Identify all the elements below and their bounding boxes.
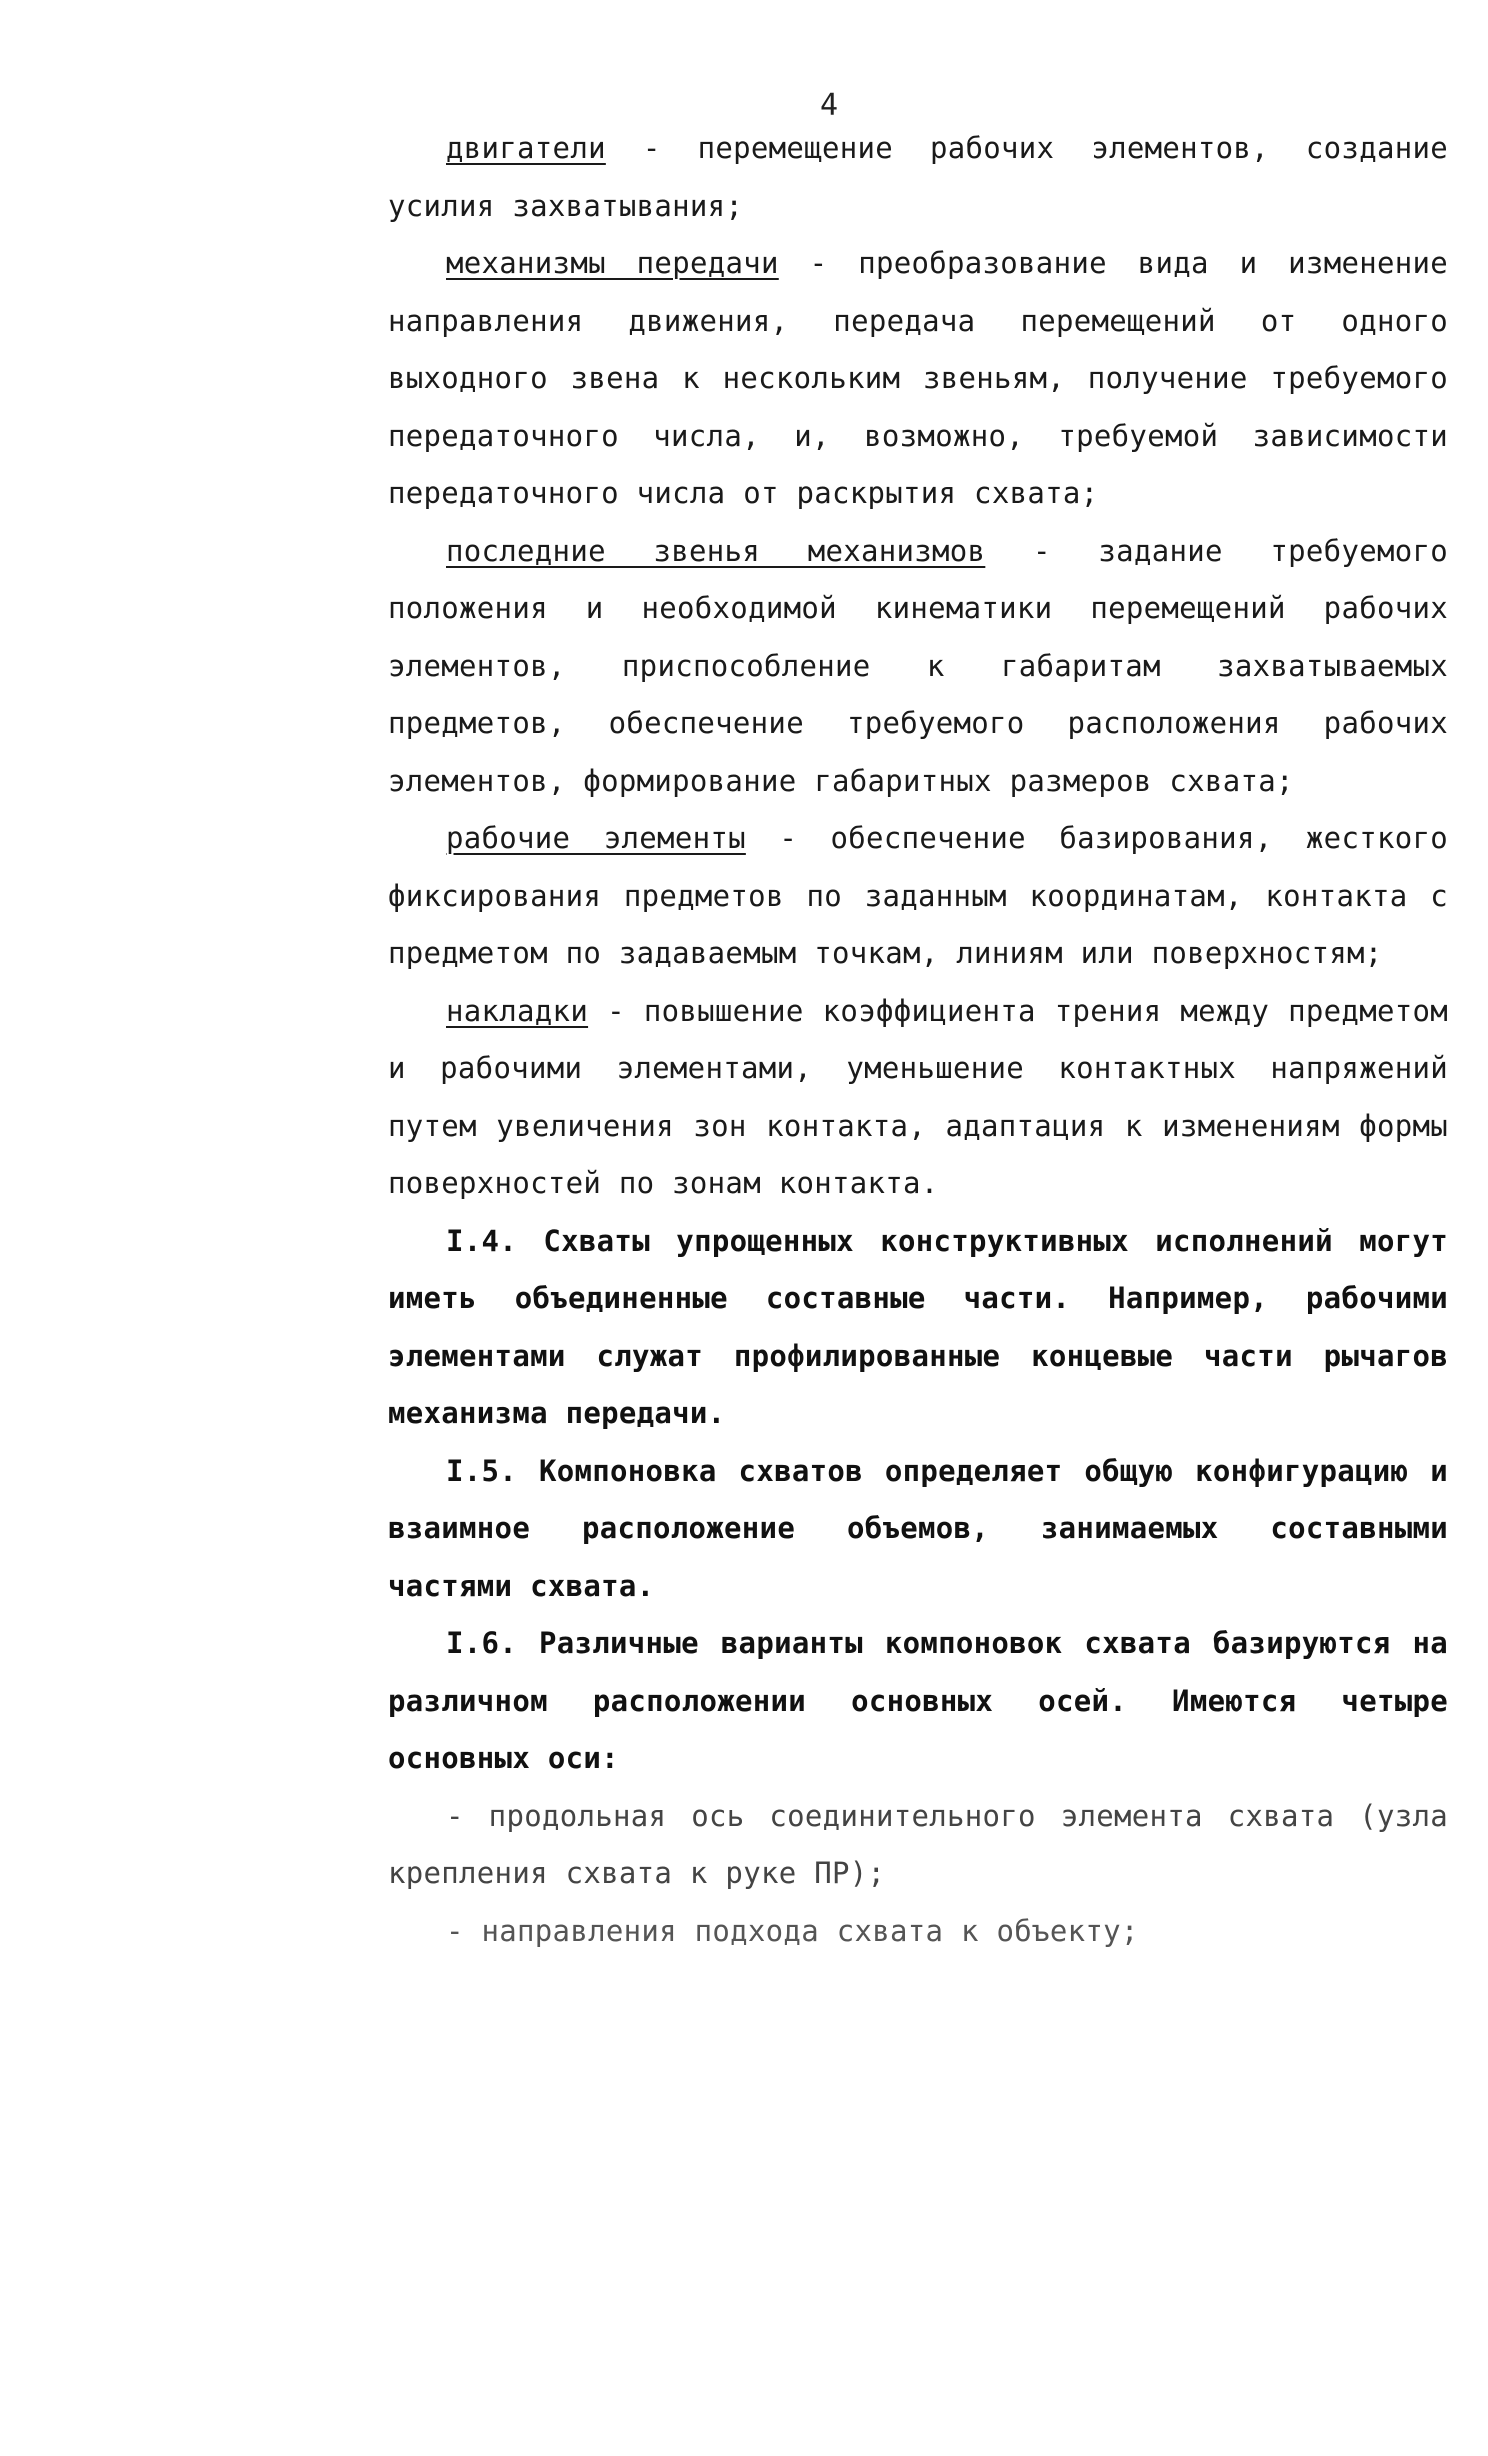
term-motors: двигатели bbox=[446, 131, 606, 165]
paragraph-text: - преобразование вида и изменение направления движения, передача перемещений от одного выходного звена к нескольким звеньям, получение требуемого передаточного числа, и, возможно, требуемой зависимости передаточного числа от раскрытия схвата; bbox=[388, 246, 1449, 510]
term-last-links: последние звенья механизмов bbox=[446, 533, 986, 568]
paragraph-transmission bbox=[388, 235, 1448, 523]
document-body bbox=[388, 120, 1448, 1960]
paragraph-last-links bbox=[388, 523, 1448, 811]
term-working-elements: рабочие элементы bbox=[446, 821, 746, 855]
section-1-6: I.6. Различные варианты компоновок схвата базируются на различном расположении основных осей. Имеются четыре основных оси: bbox=[388, 1626, 1448, 1775]
paragraph-text: - задание требуемого положения и необходимой кинематики перемещений рабочих элементов, приспособление к габаритам захватываемых предметов, обеспечение требуемого расположения рабочих элементов, формирование габаритных размеров схвата; bbox=[388, 533, 1448, 798]
paragraph-pads bbox=[388, 983, 1448, 1213]
paragraph-text: - повышение коэффициента трения между предметом и рабочими элементами, уменьшение контактных напряжений путем увеличения зон контакта, адаптация к изменениям формы поверхностей по зонам контакта. bbox=[388, 993, 1448, 1200]
term-transmission: механизмы передачи bbox=[446, 246, 779, 280]
paragraph-text: - перемещение рабочих элементов, создание усилия захватывания; bbox=[388, 131, 1448, 223]
section-1-5: I.5. Компоновка схватов определяет общую конфигурацию и взаимное расположение объемов, занимаемых составными частями схвата. bbox=[388, 1453, 1448, 1603]
axis-item-approach: - направления подхода схвата к объекту; bbox=[446, 1913, 1139, 1948]
term-pads: накладки bbox=[446, 993, 589, 1028]
paragraph-working-elements bbox=[388, 810, 1448, 983]
paragraph-text: - обеспечение базирования, жесткого фиксирования предметов по заданным координатам, контакта с предметом по задаваемым точкам, линиям или поверхностям; bbox=[388, 821, 1448, 970]
paragraph-motors bbox=[388, 120, 1448, 235]
axis-item-longitudinal: - продольная ось соединительного элемента схвата (узла крепления схвата к руке ПР); bbox=[388, 1798, 1448, 1890]
page-number: 4 bbox=[820, 88, 839, 123]
section-1-4: I.4. Схваты упрощенных конструктивных исполнений могут иметь объединенные составные части. Например, рабочими элементами служат профилированные концевые части рычагов механизма передачи. bbox=[388, 1223, 1448, 1430]
